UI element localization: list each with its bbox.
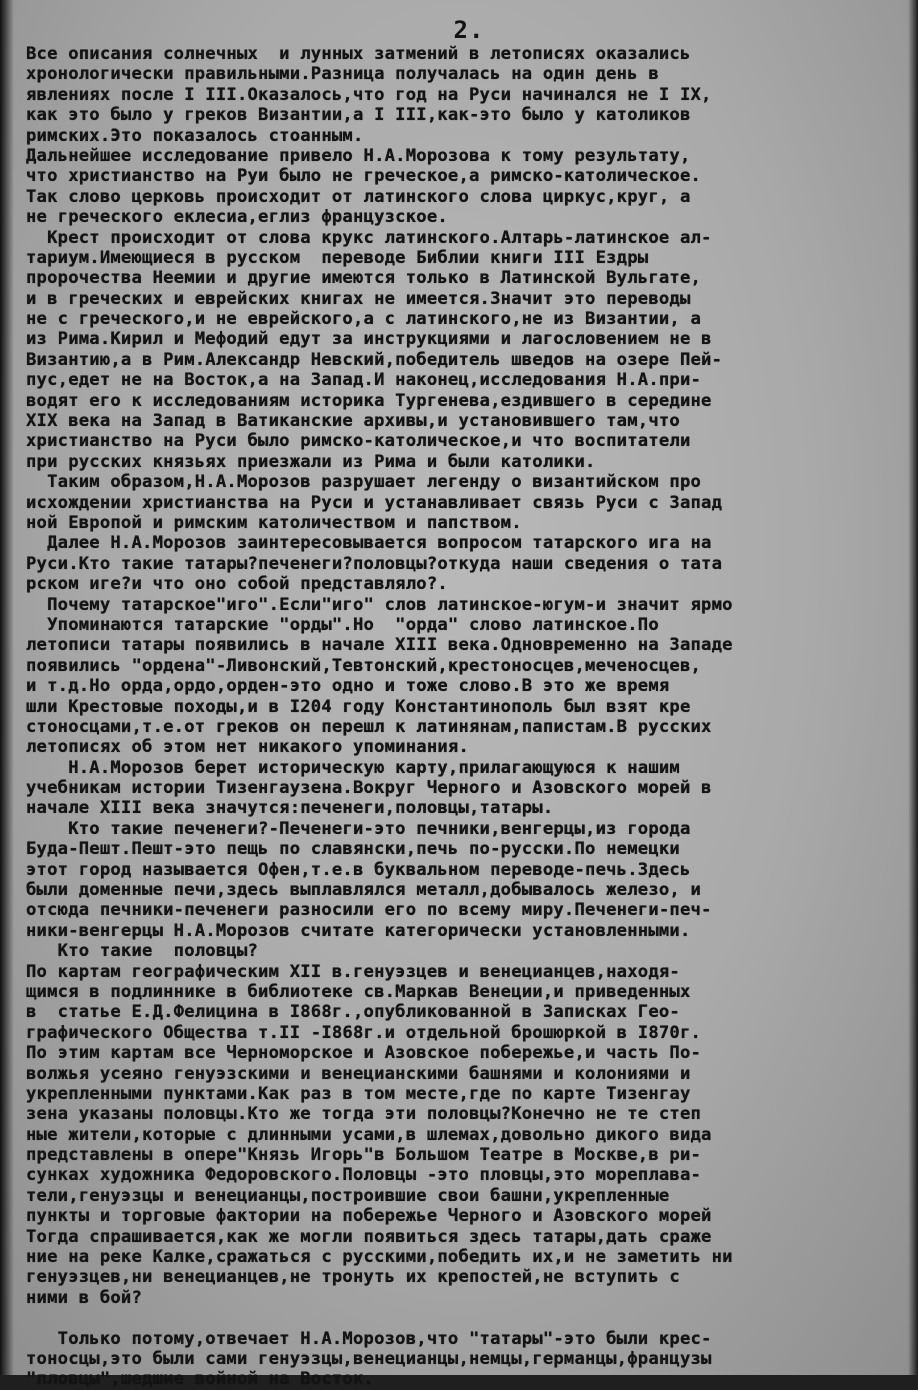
text-line: тоносцы,это были сами генуэзцы,венецианцы,немцы,германцы,французы xyxy=(26,1349,712,1369)
text-line xyxy=(26,1308,912,1328)
text-line: пус,едет не на Восток,а на Запад.И наконец,исследования Н.А.при- xyxy=(26,370,702,391)
text-line: пункты и торговые фактории на побережье Черного и Азовского морей xyxy=(26,1206,712,1227)
text-line: пророчества Неемии и другие имеются только в Латинской Вульгате, xyxy=(26,268,702,289)
text-line: шли Крестовые походы,и в I204 году Константинополь был взят кре xyxy=(26,696,691,717)
text-line: Далее Н.А.Морозов заинтересовывается вопросом татарского ига на xyxy=(26,533,712,554)
text-line: представлены в опере"Князь Игорь"в Большом Театре в Москве,в ри- xyxy=(26,1145,702,1166)
text-line: Кто такие печенеги?-Печенеги-это печники,венгерцы,из города xyxy=(26,818,691,839)
text-line: рском иге?и что оно собой представляло?. xyxy=(26,574,448,595)
text-line: Византию,а в Рим.Александр Невский,победитель шведов на озере Пей- xyxy=(26,349,723,370)
text-line: графического Общества т.II -I868г.и отдельной брошюркой в I870г. xyxy=(26,1022,702,1043)
text-line: появились "ордена"-Ливонский,Тевтонский,крестоносцев,меченосцев, xyxy=(26,655,702,676)
text-line: римских.Это показалось стоанным. xyxy=(26,125,364,146)
text-line: ними в бой? xyxy=(26,1287,143,1308)
text-line: Н.А.Морозов берет историческую карту,прилагающуюся к нашим xyxy=(26,757,680,778)
text-line: Только потому,отвечает Н.А.Морозов,что "татары"-это были крес- xyxy=(26,1328,712,1349)
text-line: этот город называется Офен,т.е.в буквальном переводе-печь.Здесь xyxy=(26,859,691,880)
text-line: стоносцами,т.е.от греков он перешл к латинянам,папистам.В русских xyxy=(26,716,712,737)
text-line: начале XIII века значутся:печенеги,половцы,татары. xyxy=(26,798,554,819)
text-line: Руси.Кто такие татары?печенеги?половцы?откуда наши сведения о тата xyxy=(26,553,723,574)
text-line: летописях об этом нет никакого упоминания. xyxy=(26,737,470,758)
scan-right-edge xyxy=(908,0,918,1375)
text-line: отсюда печники-печенеги разносили его по всему миру.Печенеги-печ- xyxy=(26,900,712,921)
text-line: из Рима.Кирил и Мефодий едут за инструкциями и лагословением не в xyxy=(26,329,712,350)
text-line: Тогда спрашивается,как же могли появиться здесь татары,дать сраже xyxy=(26,1226,712,1247)
text-line: исхождении христианства на Руси и устанавливает связь Руси с Запад xyxy=(26,492,723,513)
text-line: Крест происходит от слова крукс латинского.Алтарь-латинское ал- xyxy=(26,227,712,248)
text-line: водят его к исследованиям историка Тургенева,ездившего в середине xyxy=(26,390,712,411)
text-line: хронологически правильными.Разница получалась на один день в xyxy=(26,64,659,85)
text-line: Упоминаются татарские "орды".Но "орда" слово латинское.По xyxy=(26,614,659,635)
text-line: были доменные печи,здесь выплавлялся металл,добывалось железо, и xyxy=(26,880,702,901)
text-line: Все описания солнечных и лунных затмений в летописях оказались xyxy=(26,44,691,64)
text-line: тели,генуэзцы и венецианцы,построившие свои башни,укрепленные xyxy=(26,1185,670,1206)
text-line: ные жители,которые с длинными усами,в шлемах,довольно дикого вида xyxy=(26,1124,712,1145)
text-line: тариум.Имеющиеся в русском переводе Библии книги III Ездры xyxy=(26,247,649,268)
page-number: 2. xyxy=(453,16,485,44)
text-line: ние на реке Калке,сражаться с русскими,победить их,и не заметить ни xyxy=(26,1247,733,1268)
text-line: генуэзцев,ни венецианцев,не тронуть их крепостей,не вступить с xyxy=(26,1267,680,1288)
text-line: Дальнейшее исследование привело Н.А.Морозова к тому результату, xyxy=(26,145,691,166)
text-line: сунках художника Федоровского.Половцы -это пловцы,это мореплава- xyxy=(26,1165,702,1186)
text-line: учебникам истории Тизенгаузена.Вокруг Черного и Азовского морей в xyxy=(26,778,712,799)
text-line: не с греческого,и не еврейского,а с латинского,не из Византии, а xyxy=(26,309,702,330)
body-text xyxy=(26,44,912,1390)
text-line: укрепленными пунктами.Как раз в том месте,где по карте Тизенгау xyxy=(26,1083,691,1104)
text-line: Кто такие половцы? xyxy=(26,941,259,962)
text-line: Таким образом,Н.А.Морозов разрушает легенду о византийском про xyxy=(26,472,702,493)
text-line: и в греческих и еврейских книгах не имеется.Значит это переводы xyxy=(26,288,691,309)
text-line: в статье Е.Д.Фелицина в I868г.,опубликованной в Записках Гео- xyxy=(26,1002,680,1023)
text-line: По картам географическим XII в.генуэзцев и венецианцев,находя- xyxy=(26,961,680,982)
text-line: Буда-Пешт.Пешт-это пещь по славянски,печь по-русски.По немецки xyxy=(26,839,680,860)
text-line: Почему татарское"иго".Если"иго" слов латинское-югум-и значит ярмо xyxy=(26,594,733,615)
text-line: христианство на Руси было римско-католическое,и что воспитатели xyxy=(26,431,691,452)
text-line: летописи татары появились в начале XIII века.Одновременно на Западе xyxy=(26,635,733,656)
scan-left-edge xyxy=(0,0,14,1375)
text-line: и т.д.Но орда,ордо,орден-это одно и тоже слово.В это же время xyxy=(26,676,670,697)
text-line: не греческого еклесиа,еглиз французское. xyxy=(26,207,448,228)
text-line: Так слово церковь происходит от латинского слова циркус,круг, а xyxy=(26,186,691,207)
text-line: волжья усеяно генуэзскими и венецианскими башнями и колониями и xyxy=(26,1063,691,1084)
text-line: что христианство на Руи было не греческое,а римско-католическое. xyxy=(26,166,702,187)
text-line: "пловцы",шедшие войной на Восток. xyxy=(26,1369,375,1390)
text-line: зена указаны половцы.Кто же тогда эти половцы?Конечно не те степ xyxy=(26,1104,702,1125)
text-line: XIX века на Запад в Ватиканские архивы,и установившего там,что xyxy=(26,411,680,432)
text-line: явлениях после I III.Оказалось,что год на Руси начинался не I IX, xyxy=(26,84,712,105)
text-line: при русских князьях приезжали из Рима и были католики. xyxy=(26,451,596,472)
text-line: ной Европой и римским католичеством и папством. xyxy=(26,512,522,533)
text-line: как это было у греков Византии,а I III,как-это было у католиков xyxy=(26,105,691,126)
text-line: По этим картам все Черноморское и Азовское побережье,и часть По- xyxy=(26,1043,702,1064)
text-line: ники-венгерцы Н.А.Морозов считате категорически установленными. xyxy=(26,920,691,941)
text-line: щимся в подлиннике в библиотеке св.Маркав Венеции,и приведенных xyxy=(26,981,691,1002)
